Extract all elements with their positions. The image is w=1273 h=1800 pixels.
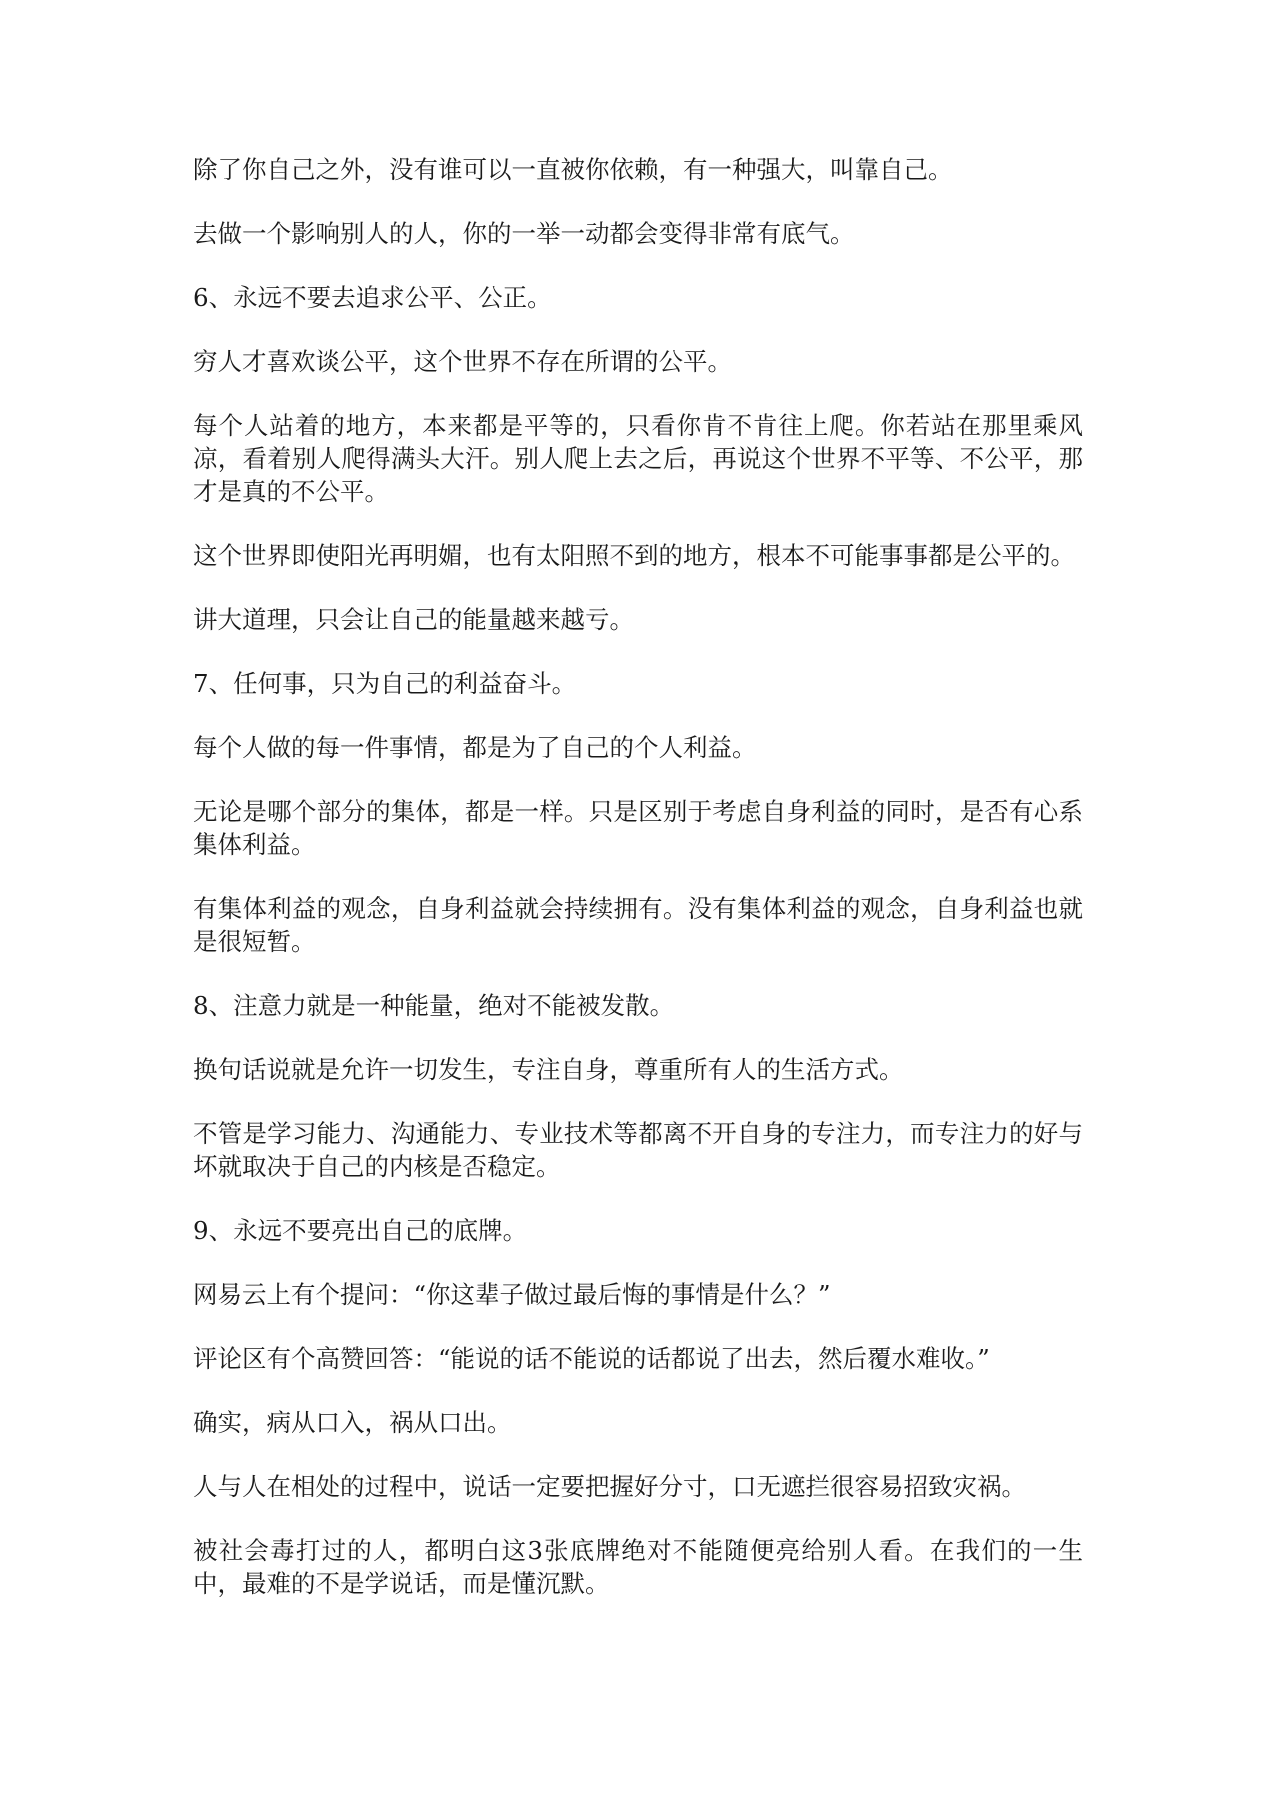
paragraph: 每个人做的每一件事情，都是为了自己的个人利益。 [193, 733, 757, 762]
paragraph: 确实，病从口入，祸从口出。 [193, 1408, 512, 1437]
paragraph: 穷人才喜欢谈公平，这个世界不存在所谓的公平。 [193, 347, 732, 376]
section-heading: 8、注意力就是一种能量，绝对不能被发散。 [193, 991, 675, 1020]
paragraph: 换句话说就是允许一切发生，专注自身，尊重所有人的生活方式。 [193, 1055, 904, 1084]
paragraph: 被社会毒打过的人，都明白这3张底牌绝对不能随便亮给别人看。在我们的一生中，最难的不是学说话，而是懂沉默。 [193, 1536, 1083, 1598]
paragraph: 讲大道理，只会让自己的能量越来越亏。 [193, 605, 634, 634]
paragraph: 每个人站着的地方，本来都是平等的，只看你肯不肯往上爬。你若站在那里乘风凉，看着别人爬得满头大汗。别人爬上去之后，再说这个世界不平等、不公平，那才是真的不公平。 [193, 411, 1083, 506]
paragraph: 网易云上有个提问：“你这辈子做过最后悔的事情是什么？” [193, 1280, 831, 1309]
paragraph: 有集体利益的观念，自身利益就会持续拥有。没有集体利益的观念，自身利益也就是很短暂。 [193, 894, 1083, 956]
paragraph: 除了你自己之外，没有谁可以一直被你依赖，有一种强大，叫靠自己。 [193, 155, 953, 184]
paragraph: 人与人在相处的过程中，说话一定要把握好分寸，口无遮拦很容易招致灾祸。 [193, 1472, 1026, 1501]
document-body [193, 153, 1083, 1631]
section-heading: 9、永远不要亮出自己的底牌。 [193, 1216, 528, 1245]
paragraph: 无论是哪个部分的集体，都是一样。只是区别于考虑自身利益的同时，是否有心系集体利益。 [193, 797, 1083, 859]
paragraph: 评论区有个高赞回答：“能说的话不能说的话都说了出去，然后覆水难收。” [193, 1344, 990, 1373]
paragraph: 这个世界即使阳光再明媚，也有太阳照不到的地方，根本不可能事事都是公平的。 [193, 541, 1075, 570]
paragraph: 不管是学习能力、沟通能力、专业技术等都离不开自身的专注力，而专注力的好与坏就取决于自己的内核是否稳定。 [193, 1119, 1083, 1181]
section-heading: 7、任何事，只为自己的利益奋斗。 [193, 669, 577, 698]
section-heading: 6、永远不要去追求公平、公正。 [193, 283, 552, 312]
paragraph: 去做一个影响别人的人，你的一举一动都会变得非常有底气。 [193, 219, 855, 248]
